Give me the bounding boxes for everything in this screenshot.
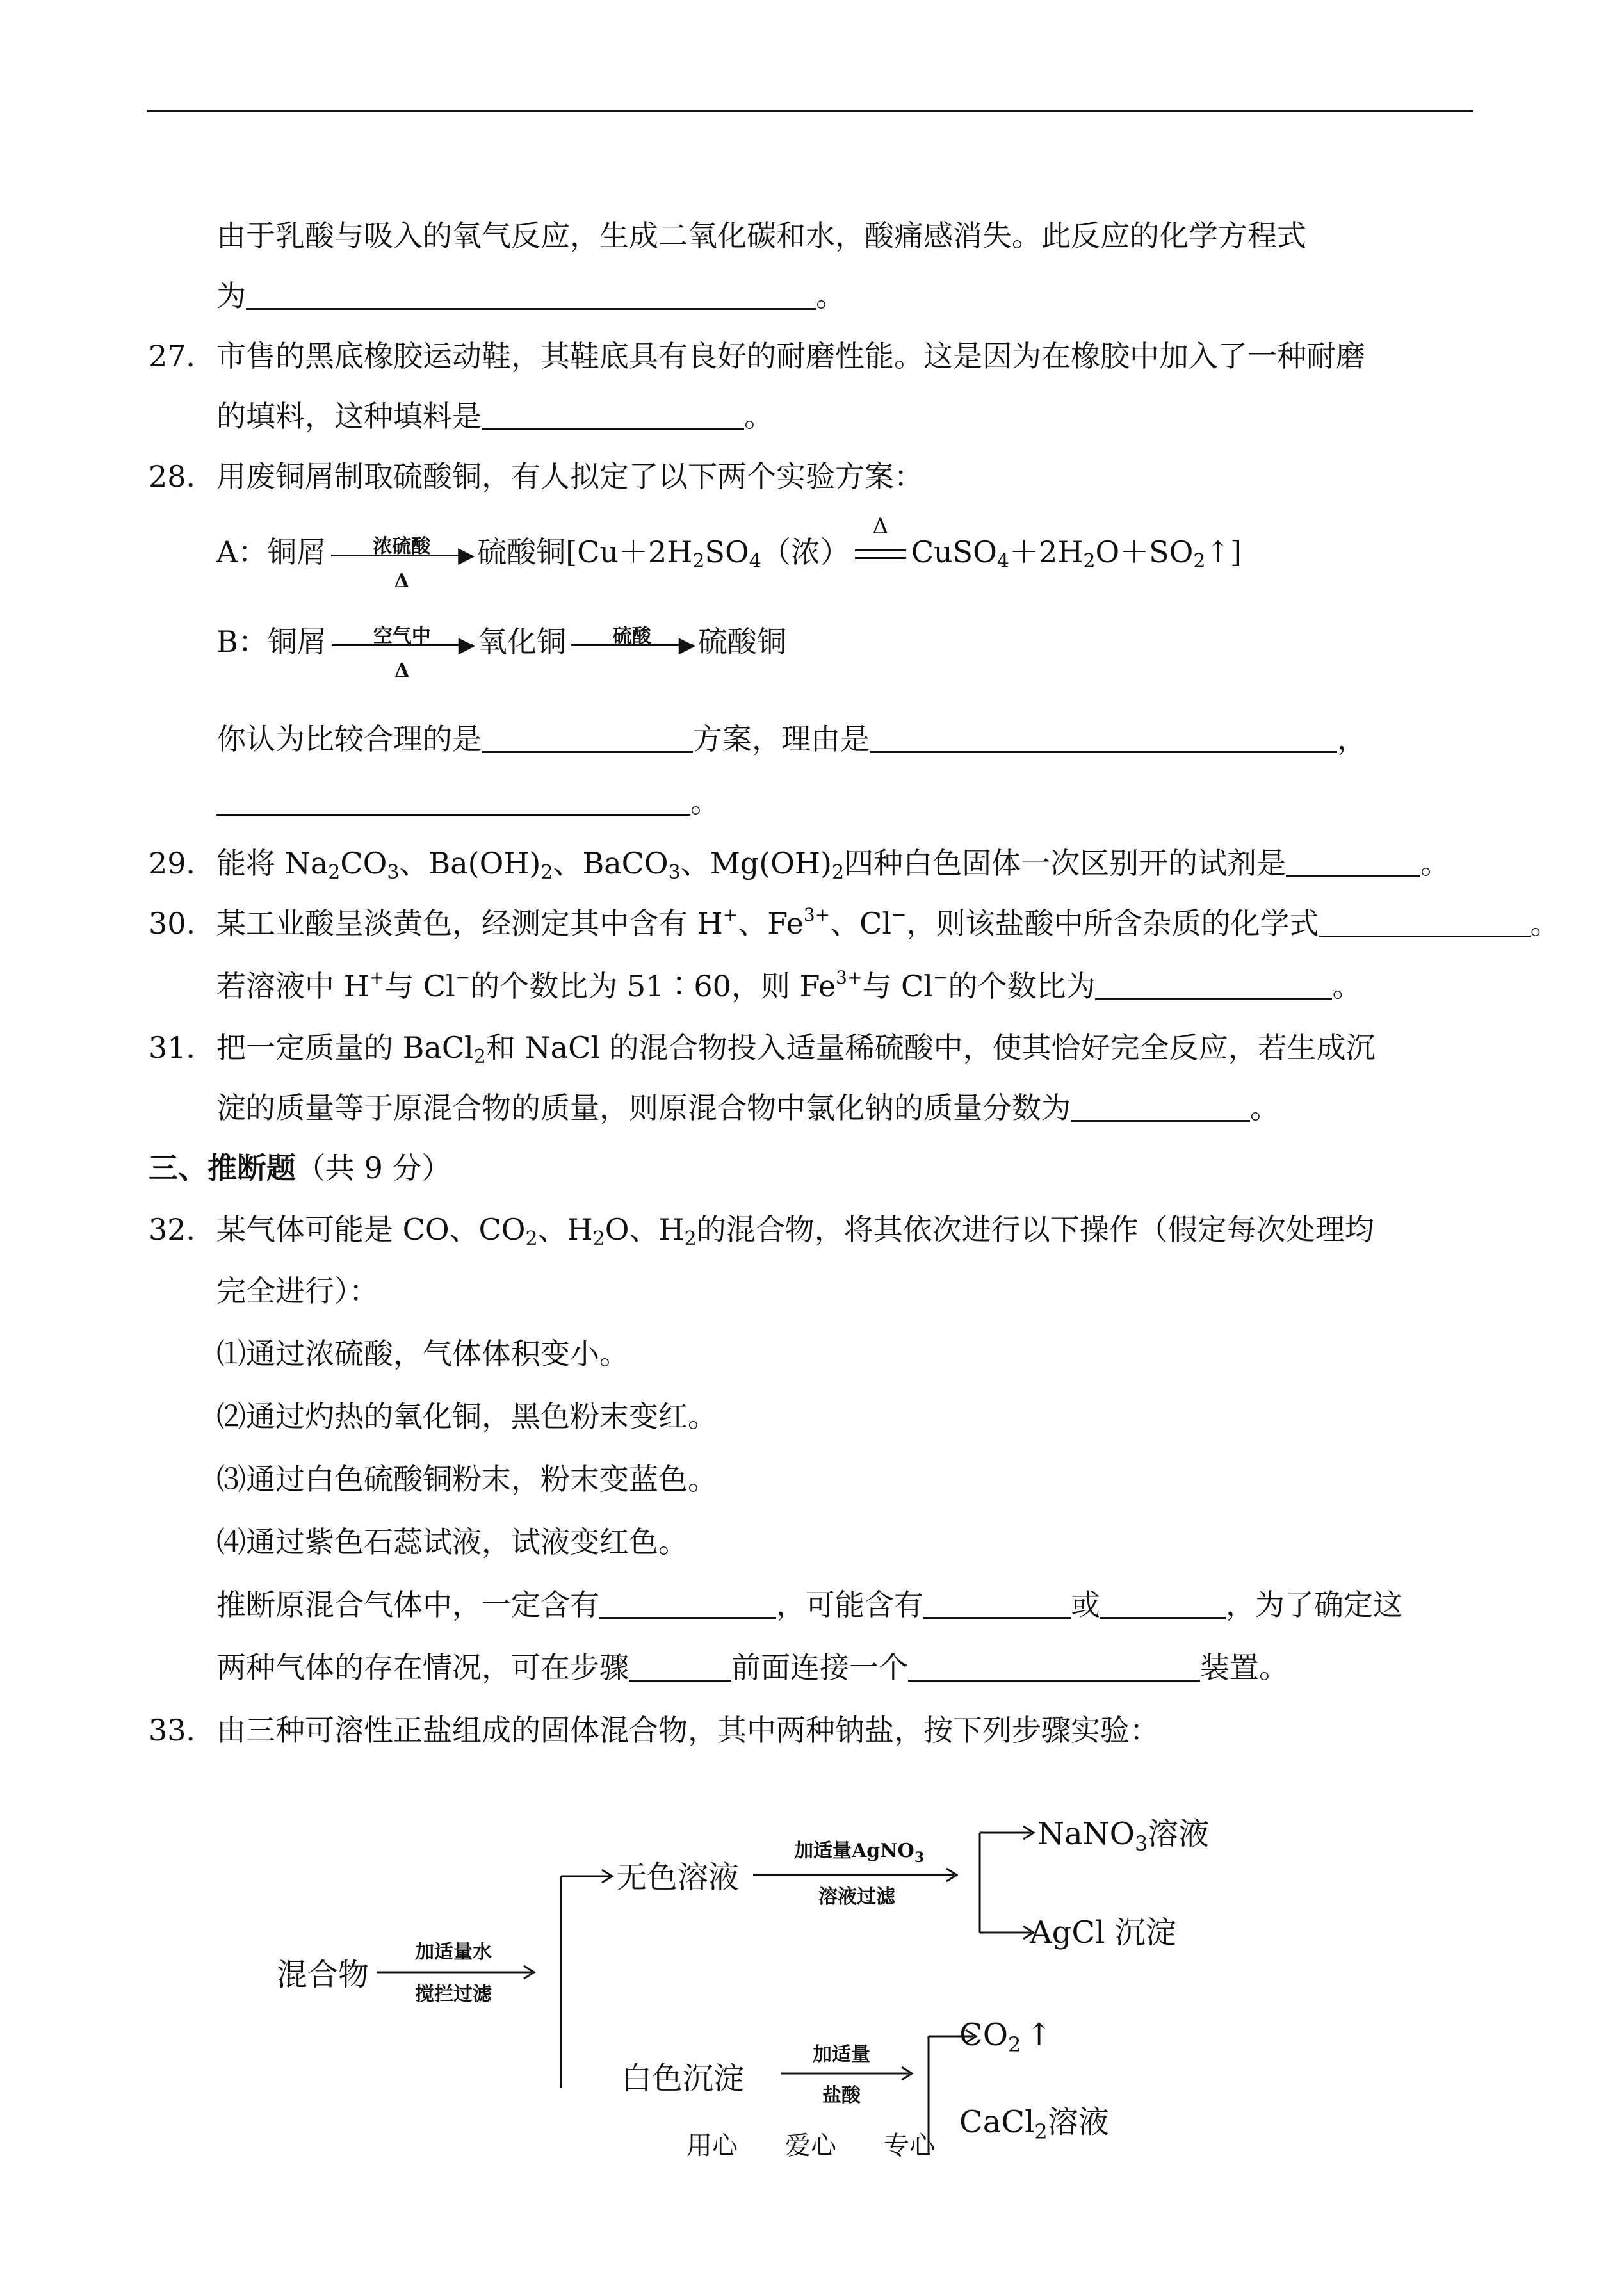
flow-label: 溶液过滤 xyxy=(818,1886,895,1908)
q28-answer-line1: 你认为比较合理的是 方案，理由是 ， xyxy=(216,722,1367,756)
q29: 29．能将 $Na_2CO_3$、$Ba(OH)_2$、BaCO$_3$、$Mg(OH)_2$四种白色固体一次区别开的试剂是 。 xyxy=(149,846,1450,884)
q27-line1: 27．市售的黑底橡胶运动鞋，其鞋底具有良好的耐磨性能。这是因为在橡胶中加入了一种耐磨 xyxy=(149,339,1365,373)
q33-intro: 33．由三种可溶性正盐组成的固体混合物，其中两种钠盐，按下列步骤实验： xyxy=(149,1713,1159,1748)
flow-colorless-solution: 无色溶液 xyxy=(616,1860,740,1895)
q32-inference1: 推断原混合气体中，一定含有 ，可能含有 或 ，为了确定这 xyxy=(216,1587,1402,1622)
q32-line2: 完全进行）： xyxy=(216,1274,378,1308)
q32-inference2: 两种气体的存在情况，可在步骤 前面连接一个 装置。 xyxy=(216,1650,1288,1685)
q28-answer-line2: 。 xyxy=(216,783,720,821)
flow-nano3: NaNO$_3$溶液 xyxy=(1037,1816,1210,1856)
flow-mixture: 混合物 xyxy=(277,1957,369,1993)
q32-step2: ⑵通过灼热的氧化铜，黑色粉末变红。 xyxy=(216,1399,717,1434)
q31-line1: 31．把一定质量的 BaCl$_2$和 NaCl 的混合物投入适量稀硫酸中，使其恰好完全反应，若生成沉 xyxy=(149,1030,1376,1068)
q32-line1: 32．某气体可能是 CO、$CO_2$、$H_2O$、$H_2$的混合物，将其依次进行以下操作（假定每次处理均 xyxy=(149,1212,1374,1250)
footer-aixin: 爱心 xyxy=(785,2131,836,2161)
q32-step3: ⑶通过白色硫酸铜粉末，粉末变蓝色。 xyxy=(216,1462,717,1496)
reaction-arrow: 浓硫酸 ▶ Δ xyxy=(331,553,472,556)
footer-zhuanxin: 专心 xyxy=(884,2131,935,2161)
flow-label: 加适量水 xyxy=(415,1941,492,1963)
q30-line2: 若溶液中 H+与 Cl−的个数比为 51∶60，则 $Fe^{3+}$与 Cl−的个数比为 。 xyxy=(216,967,1362,1003)
footer-yongxin: 用心 xyxy=(686,2131,738,2161)
flow-white-precipitate: 白色沉淀 xyxy=(621,2061,745,2096)
q27-line2: 的填料，这种填料是 。 xyxy=(216,399,774,434)
flow-label: 加适量 xyxy=(813,2043,870,2066)
q28-scheme-a: A：铜屑 浓硫酸 ▶ Δ 硫酸铜[$Cu+2H_2SO_4$（浓） Δ $CuSO_4+2H_2O+SO_2↑$] xyxy=(216,514,1242,592)
section-title: 三、推断题（共 9 分） xyxy=(149,1151,451,1185)
flow-label: 盐酸 xyxy=(822,2084,861,2107)
q26-line2: 为 。 xyxy=(216,279,845,313)
flow-cacl2: CaCl$_2$溶液 xyxy=(959,2104,1109,2144)
flow-agcl: AgCl 沉淀 xyxy=(1030,1915,1176,1950)
reaction-arrow: 空气中 ▶ Δ xyxy=(332,643,473,646)
q28-intro: 28．用废铜屑制取硫酸铜，有人拟定了以下两个实验方案： xyxy=(149,459,923,494)
q31-line2: 淀的质量等于原混合物的质量，则原混合物中氯化钠的质量分数为 。 xyxy=(216,1091,1279,1125)
q26-line1: 由于乳酸与吸入的氧气反应，生成二氧化碳和水，酸痛感消失。此反应的化学方程式 xyxy=(216,218,1306,253)
q32-step4: ⑷通过紫色石蕊试液，试液变红色。 xyxy=(216,1525,688,1559)
flow-co2: $CO_2$ ↑ xyxy=(959,2017,1052,2057)
q28-scheme-b: B：铜屑 空气中 ▶ Δ 氧化铜 硫酸 ▶ 硫酸铜 xyxy=(216,624,786,682)
reaction-arrow: 硫酸 ▶ xyxy=(571,643,693,646)
q30-line1: 30. 某工业酸呈淡黄色，经测定其中含有 H+、$Fe^{3+}$、Cl−，则该盐酸中所含杂质的化学式 。 xyxy=(149,904,1560,941)
equals-sign: Δ xyxy=(855,548,906,561)
q32-step1: ⑴通过浓硫酸，气体体积变小。 xyxy=(216,1336,629,1371)
flow-label: 加适量AgNO$_3$ xyxy=(794,1840,925,1866)
flow-label: 搅拦过滤 xyxy=(415,1983,492,2006)
